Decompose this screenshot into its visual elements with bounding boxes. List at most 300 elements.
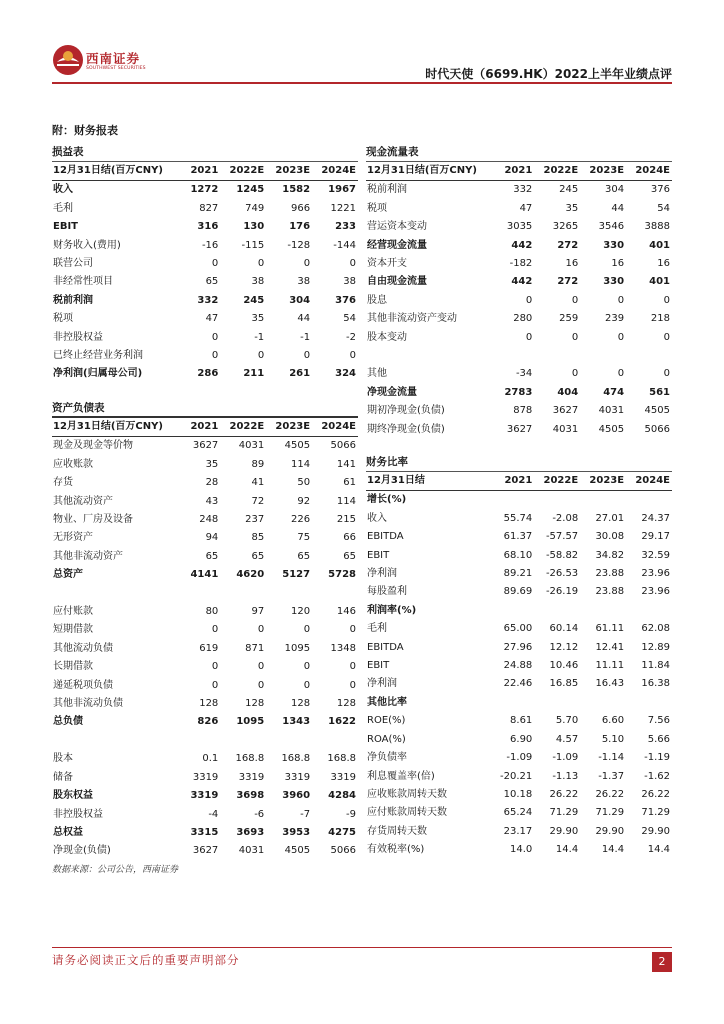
cell-value: -1.62 (644, 770, 670, 782)
cell-value: 80 (205, 606, 219, 618)
table-row (52, 437, 358, 456)
table-header-row (52, 418, 358, 437)
row-label: 净利润 (367, 568, 397, 580)
financial-ratios-title: 财务比率 (366, 452, 672, 472)
cell-value: 3319 (190, 790, 219, 802)
cell-value: 30.08 (595, 531, 625, 543)
table-row (52, 310, 358, 328)
cell-value: 23.96 (641, 586, 670, 598)
cell-value (488, 491, 534, 510)
table-row (52, 273, 358, 291)
cell-value: 128 (245, 698, 265, 710)
cell-value: -9 (346, 808, 356, 820)
cell-value: 24.88 (503, 660, 533, 672)
cell-value: 245 (559, 184, 579, 196)
row-label: 毛利 (53, 202, 73, 214)
column-header-period: 12月31日结(百万CNY) (52, 418, 174, 437)
cell-value: 0 (303, 350, 311, 362)
cell-value: 304 (604, 184, 625, 196)
table-row (366, 528, 672, 546)
cell-value: 3693 (236, 826, 265, 838)
data-source-note: 数据来源：公司公告，西南证券 (52, 865, 179, 875)
cell-value (266, 585, 312, 603)
cell-value: 29.90 (549, 825, 579, 837)
cell-value (626, 491, 672, 510)
cell-value: 23.96 (641, 568, 670, 580)
row-label: EBIT (367, 549, 390, 561)
cell-value: 3698 (236, 790, 265, 802)
cell-value: 38 (297, 276, 311, 288)
cell-value: 32.59 (641, 549, 670, 561)
cell-value (580, 694, 626, 712)
cell-value: 176 (289, 221, 311, 233)
column-header-year: 2021 (174, 418, 220, 437)
cell-value: 29.17 (641, 531, 670, 543)
cell-value: 272 (557, 239, 579, 251)
cell-value: 54 (657, 202, 670, 214)
row-label: 净利润(归属母公司) (53, 368, 143, 380)
table-row (366, 329, 672, 347)
cell-value: 146 (336, 606, 356, 618)
cell-value: 3546 (598, 221, 625, 233)
cell-value: 3265 (552, 221, 579, 233)
cell-value: 89 (251, 458, 265, 470)
cell-value: 442 (511, 239, 533, 251)
cell-value: 330 (603, 239, 625, 251)
cell-value (534, 602, 580, 620)
row-label: 应付账款周转天数 (367, 807, 447, 819)
cell-value: 0 (257, 661, 265, 673)
cell-value: -26.53 (545, 568, 579, 580)
cell-value: 1343 (282, 716, 311, 728)
cell-value: -1.09 (506, 752, 533, 764)
row-label: 其他 (367, 368, 387, 380)
row-label: 利润率(%) (367, 604, 417, 616)
logo-text-en: SOUTHWEST SECURITIES (86, 66, 146, 71)
cell-value: 65 (251, 550, 265, 562)
cell-value: 237 (245, 514, 265, 526)
balance-sheet (52, 398, 358, 861)
cell-value: 0 (525, 294, 533, 306)
table-row (366, 841, 672, 859)
cell-value: 4505 (284, 440, 311, 452)
cell-value: 0 (617, 331, 625, 343)
cell-value: 5066 (330, 440, 356, 452)
cell-value: 0 (303, 679, 311, 691)
table-row (52, 529, 358, 547)
cell-value (174, 732, 220, 750)
row-label: 长期借款 (53, 661, 93, 673)
row-label: 非经常性项目 (53, 276, 113, 288)
cell-value: 71.29 (641, 807, 670, 819)
cell-value: -144 (333, 239, 356, 251)
row-label: 有效税率(%) (367, 844, 425, 856)
cell-value (534, 694, 580, 712)
cell-value: 5.66 (647, 733, 670, 745)
cell-value (488, 602, 534, 620)
cell-value (580, 602, 626, 620)
cell-value: 561 (649, 386, 670, 398)
row-label: 股东权益 (53, 790, 93, 802)
cell-value: 6.60 (601, 715, 625, 727)
cell-value: 94 (205, 532, 219, 544)
cell-value: 0 (257, 679, 265, 691)
column-header-year: 2024E (626, 472, 672, 491)
cash-flow-table (366, 162, 672, 439)
cell-value: 3319 (192, 771, 219, 783)
column-header-period: 12月31日结(百万CNY) (52, 162, 174, 181)
cell-value: 218 (650, 313, 670, 325)
cell-value: 65 (205, 550, 219, 562)
column-header-period: 12月31日结 (366, 472, 488, 491)
cell-value: 114 (336, 495, 356, 507)
cell-value: 65 (297, 550, 311, 562)
cell-value: 26.22 (595, 788, 625, 800)
cell-value: 0 (257, 350, 265, 362)
cell-value: 60.14 (549, 623, 579, 635)
table-row (52, 548, 358, 566)
cell-value: 1967 (328, 184, 356, 196)
income-statement-title: 损益表 (52, 142, 358, 162)
cell-value: 26.22 (641, 788, 670, 800)
cell-value: 28 (205, 477, 219, 489)
cell-value: -1 (300, 331, 311, 343)
table-row (52, 365, 358, 383)
cell-value: 14.4 (601, 844, 625, 856)
cell-value: 14.4 (555, 844, 579, 856)
cell-value: 47 (205, 313, 219, 325)
column-header-year: 2022E (220, 162, 266, 181)
row-label: 储备 (53, 771, 73, 783)
cell-value: 0 (663, 368, 670, 380)
cell-value: 871 (245, 642, 265, 654)
header-divider (52, 82, 672, 84)
table-row (366, 694, 672, 712)
cell-value: 0 (257, 258, 265, 270)
column-header-year: 2021 (488, 162, 534, 181)
cell-value: 16.43 (595, 678, 625, 690)
row-label: 存货周转天数 (367, 825, 427, 837)
cell-value: 89.69 (503, 586, 533, 598)
cell-value: 23.88 (595, 586, 625, 598)
cell-value: 272 (557, 276, 579, 288)
cell-value: 0 (617, 368, 625, 380)
table-row (366, 786, 672, 804)
cell-value: 827 (199, 202, 219, 214)
cell-value: -1.19 (644, 752, 670, 764)
cell-value: -6 (254, 808, 265, 820)
balance-sheet-title: 资产负债表 (52, 398, 358, 418)
cell-value: 966 (290, 202, 311, 214)
cell-value (312, 585, 358, 603)
table-row (366, 218, 672, 236)
row-label: EBITDA (367, 641, 404, 653)
cell-value: 6.90 (510, 733, 533, 745)
cell-value: 168.8 (235, 753, 265, 765)
row-label: 其他非流动资产变动 (367, 313, 457, 325)
cell-value (266, 732, 312, 750)
row-label: 短期借款 (53, 624, 93, 636)
cell-value: -1.13 (552, 770, 579, 782)
cell-value: 0 (211, 258, 219, 270)
row-label: 总负债 (53, 716, 83, 728)
cell-value: 4.57 (555, 733, 579, 745)
table-row (366, 181, 672, 200)
row-label: 物业、厂房及设备 (53, 514, 133, 526)
table-row (52, 603, 358, 621)
cell-value: 4505 (284, 845, 311, 857)
row-label: ROA(%) (367, 733, 406, 745)
cell-value: 5728 (328, 569, 356, 581)
cell-value: 71.29 (549, 807, 579, 819)
row-label: 股息 (367, 294, 387, 306)
table-row (366, 421, 672, 439)
cell-value: 85 (251, 532, 265, 544)
cell-value: 0 (349, 258, 356, 270)
cell-value: 0 (303, 258, 311, 270)
cell-value: 3953 (282, 826, 311, 838)
cell-value: 442 (511, 276, 533, 288)
table-row (52, 181, 358, 200)
cell-value: 72 (251, 495, 265, 507)
column-header-year: 2024E (312, 162, 358, 181)
cell-value: 4141 (190, 569, 219, 581)
column-header-period: 12月31日结(百万CNY) (366, 162, 488, 181)
logo-text-cn: 西南证券 (86, 51, 141, 66)
cell-value (312, 732, 358, 750)
cell-value: 65.00 (503, 623, 533, 635)
income-statement-table (52, 162, 358, 384)
cell-value (488, 347, 534, 365)
cell-value: 66 (343, 532, 356, 544)
cell-value: 16.85 (549, 678, 579, 690)
report-title: 时代天使（6699.HK）2022上半年业绩点评 (425, 67, 672, 81)
logo-mark-icon (52, 44, 84, 76)
cell-value: 35 (251, 313, 265, 325)
cell-value: 41 (251, 477, 265, 489)
cell-value: 0 (349, 350, 356, 362)
cell-value: 5066 (644, 423, 670, 435)
cell-value: 233 (335, 221, 356, 233)
cell-value: 4620 (236, 569, 265, 581)
cell-value: 4031 (598, 405, 625, 417)
cell-value: 61.11 (595, 623, 625, 635)
cell-value: 0 (663, 294, 670, 306)
cell-value: 14.0 (510, 844, 533, 856)
company-logo (52, 44, 152, 76)
cell-value: 0 (571, 294, 579, 306)
row-label: EBIT (53, 221, 78, 233)
table-row (52, 769, 358, 787)
column-header-year: 2021 (488, 472, 534, 491)
column-header-year: 2023E (266, 418, 312, 437)
cell-value: 50 (297, 477, 311, 489)
cell-value: 120 (290, 606, 311, 618)
row-label: 非控股权益 (53, 331, 103, 343)
cell-value: 401 (649, 239, 670, 251)
table-row (52, 842, 358, 860)
cell-value: 0 (349, 661, 356, 673)
row-label (52, 585, 174, 603)
cell-value: 245 (243, 294, 265, 306)
column-header-year: 2023E (580, 162, 626, 181)
cell-value: 1095 (284, 642, 311, 654)
cell-value: 3035 (506, 221, 533, 233)
spacer-row (366, 347, 672, 365)
row-label: 其他比率 (367, 696, 407, 708)
table-row (366, 273, 672, 291)
row-label: 资本开支 (367, 258, 407, 270)
table-row (366, 731, 672, 749)
cell-value: 3315 (190, 826, 219, 838)
row-label: 利息覆盖率(倍) (367, 770, 435, 782)
column-header-year: 2024E (626, 162, 672, 181)
row-label: 财务收入(费用) (53, 239, 121, 251)
cell-value: 0 (303, 661, 311, 673)
row-label: 自由现金流量 (367, 276, 427, 288)
cell-value: 65 (343, 550, 356, 562)
table-row (52, 566, 358, 584)
page-number: 2 (652, 952, 672, 972)
cell-value: 29.90 (641, 825, 670, 837)
row-label: ROE(%) (367, 715, 406, 727)
cell-value (626, 694, 672, 712)
row-label: 其他流动负债 (53, 642, 113, 654)
cell-value: -115 (241, 239, 265, 251)
table-row (366, 602, 672, 620)
column-header-year: 2023E (266, 162, 312, 181)
table-row (366, 565, 672, 583)
row-label: 税前利润 (367, 184, 407, 196)
cell-value: 0 (211, 331, 219, 343)
cell-value: 4031 (238, 845, 265, 857)
table-row (52, 713, 358, 731)
cell-value (488, 694, 534, 712)
cell-value: 3319 (330, 771, 356, 783)
table-row (366, 310, 672, 328)
cell-value: -34 (515, 368, 533, 380)
row-label: 收入 (53, 184, 73, 196)
row-label: 股本变动 (367, 331, 407, 343)
cell-value: 12.12 (549, 641, 579, 653)
table-row (52, 677, 358, 695)
cell-value: 4031 (552, 423, 579, 435)
cell-value: 376 (650, 184, 670, 196)
cell-value: 0 (349, 679, 356, 691)
cell-value: 38 (343, 276, 356, 288)
row-label: 收入 (367, 512, 387, 524)
cell-value: 3627 (192, 440, 219, 452)
cell-value: 226 (290, 514, 311, 526)
cell-value: 1095 (236, 716, 265, 728)
cell-value: -4 (208, 808, 219, 820)
cell-value (220, 732, 266, 750)
cell-value: 10.18 (503, 788, 533, 800)
row-label: 应收账款周转天数 (367, 788, 447, 800)
cell-value: 0 (211, 624, 219, 636)
cell-value: 141 (336, 458, 356, 470)
cell-value: 826 (197, 716, 219, 728)
column-header-year: 2022E (534, 472, 580, 491)
cell-value: -57.57 (545, 531, 579, 543)
cell-value: 61.37 (503, 531, 533, 543)
table-row (366, 657, 672, 675)
cell-value: 0 (303, 624, 311, 636)
cell-value: 55.74 (503, 512, 533, 524)
cell-value: 404 (557, 386, 579, 398)
cell-value: 16 (565, 258, 579, 270)
cell-value: 261 (289, 368, 311, 380)
table-row (52, 640, 358, 658)
cell-value: -1 (254, 331, 265, 343)
cell-value (174, 585, 220, 603)
cell-value: 5127 (282, 569, 311, 581)
row-label: 其他流动资产 (53, 495, 113, 507)
cell-value: -26.19 (545, 586, 579, 598)
row-label: 经营现金流量 (367, 239, 427, 251)
row-label: 存货 (53, 477, 73, 489)
cell-value: 35 (565, 202, 579, 214)
cell-value: 27.01 (595, 512, 625, 524)
cell-value: 1221 (330, 202, 356, 214)
table-row (52, 292, 358, 310)
row-label: 总资产 (53, 569, 83, 581)
footer-divider (52, 947, 672, 948)
cell-value: 89.21 (503, 568, 533, 580)
cell-value: -1.14 (598, 752, 625, 764)
table-row (52, 621, 358, 639)
table-row (52, 511, 358, 529)
income-statement (52, 142, 358, 384)
cell-value: 215 (336, 514, 356, 526)
cell-value: 168.8 (281, 753, 311, 765)
cell-value: 5.10 (601, 733, 625, 745)
cell-value: 23.17 (503, 825, 533, 837)
table-row (52, 787, 358, 805)
cell-value: 11.11 (595, 660, 625, 672)
cell-value: 5066 (330, 845, 356, 857)
cell-value: 12.89 (641, 641, 670, 653)
row-label: 应付账款 (53, 606, 93, 618)
cell-value: 5.70 (555, 715, 579, 727)
cell-value: 23.88 (595, 568, 625, 580)
table-row (366, 547, 672, 565)
cell-value: 749 (245, 202, 265, 214)
cell-value: 44 (297, 313, 311, 325)
cell-value: 16 (611, 258, 625, 270)
cell-value: -2.08 (552, 512, 579, 524)
cell-value: 324 (335, 368, 356, 380)
cell-value: 10.46 (549, 660, 579, 672)
row-label: 每股盈利 (367, 586, 407, 598)
cell-value: 65.24 (503, 807, 533, 819)
cell-value (626, 347, 672, 365)
spacer-row (52, 732, 358, 750)
cell-value: 0 (211, 350, 219, 362)
row-label: EBITDA (367, 531, 404, 543)
table-row (366, 237, 672, 255)
cell-value: 2783 (504, 386, 533, 398)
row-label: 税项 (53, 313, 73, 325)
row-label: 应收账款 (53, 458, 93, 470)
row-label: 税前利润 (53, 294, 93, 306)
balance-sheet-table (52, 418, 358, 861)
table-row (366, 804, 672, 822)
row-label: 递延税项负债 (53, 679, 113, 691)
footer-disclaimer: 请务必阅读正文后的重要声明部分 (52, 953, 240, 967)
cell-value: 43 (205, 495, 219, 507)
row-label: 非控股权益 (53, 808, 103, 820)
